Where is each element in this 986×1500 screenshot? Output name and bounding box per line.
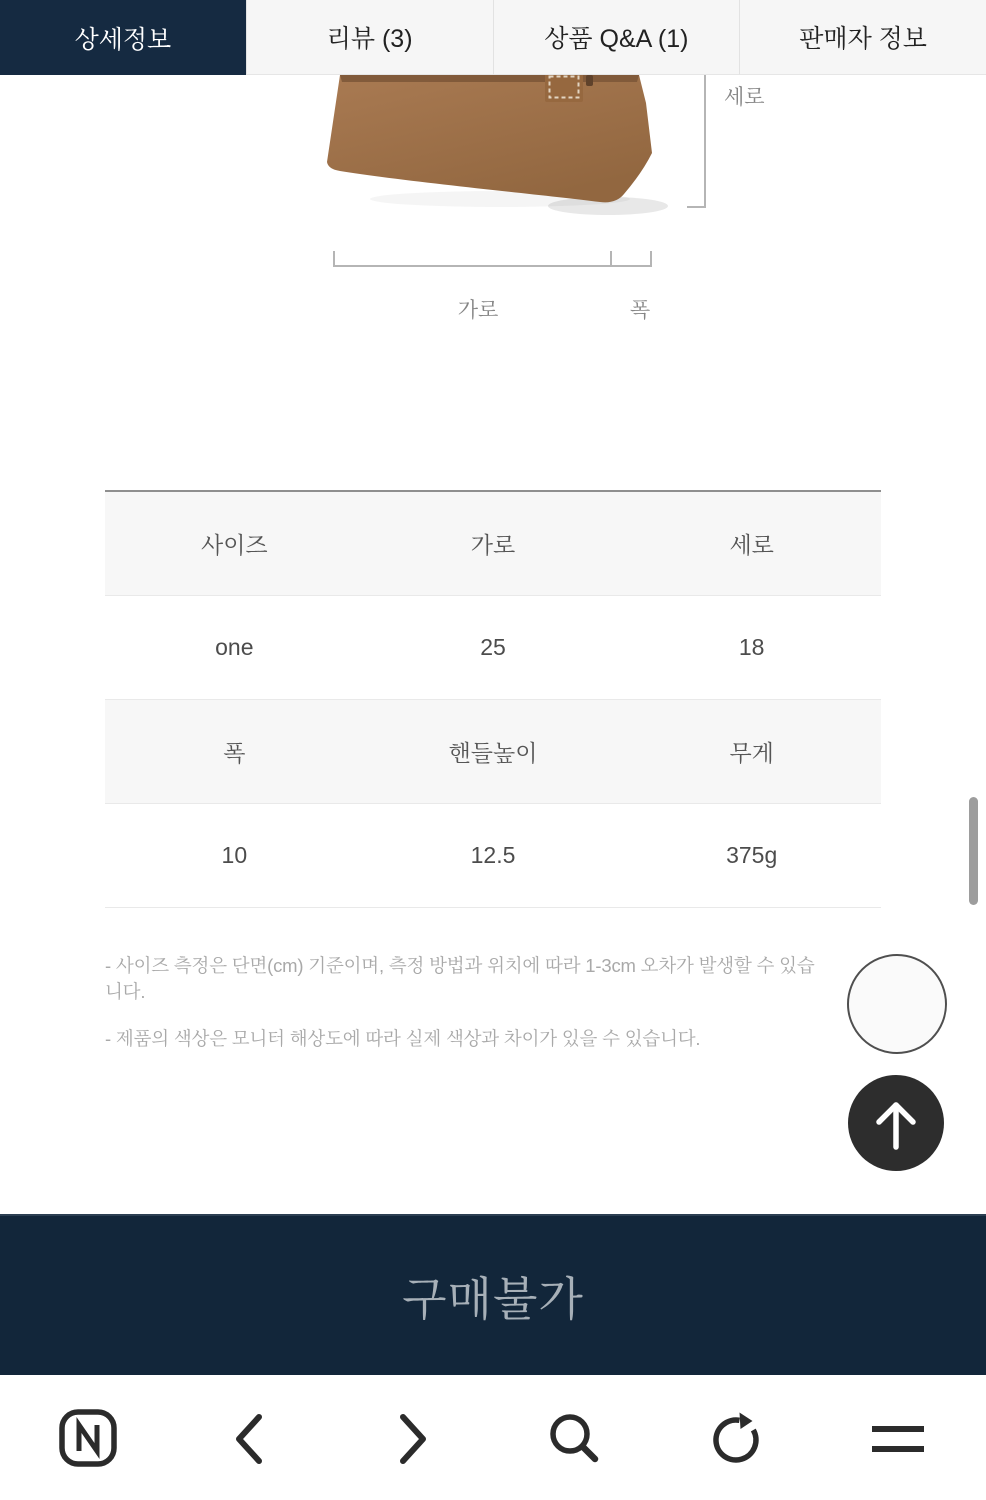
vertical-dim-label: 세로	[724, 86, 765, 109]
product-detail-tabs	[0, 0, 986, 75]
table-data-row	[105, 804, 881, 908]
table-data-cell: one	[215, 634, 254, 660]
table-data-cell: 10	[221, 842, 248, 868]
size-table	[105, 490, 881, 908]
bag-product-image	[300, 75, 720, 305]
horizontal-measure-line	[333, 265, 652, 267]
measure-tick-right	[650, 251, 652, 267]
refresh-button[interactable]	[700, 1402, 772, 1474]
table-data-cell: 25	[480, 634, 506, 660]
menu-button[interactable]	[862, 1402, 934, 1474]
tab-label: 상세정보	[74, 25, 172, 54]
purchase-bar-label: 구매불가	[402, 1272, 584, 1325]
size-notes	[105, 952, 825, 1051]
purchase-unavailable-button[interactable]	[0, 1214, 986, 1375]
chevron-left-icon	[214, 1402, 286, 1474]
search-button[interactable]	[538, 1402, 610, 1474]
forward-button[interactable]	[376, 1402, 448, 1474]
scroll-to-top-button[interactable]	[848, 1075, 944, 1171]
table-data-cell: 18	[738, 634, 765, 660]
table-data-row	[105, 596, 881, 700]
table-header-cell: 폭	[223, 740, 246, 766]
table-data-cell: 12.5	[470, 842, 516, 868]
table-header-cell: 사이즈	[201, 532, 268, 558]
table-header-cell: 가로	[470, 532, 516, 558]
back-button[interactable]	[214, 1402, 286, 1474]
tab-label: 상품 Q&A (1)	[544, 25, 689, 53]
table-header-row	[105, 492, 881, 596]
table-header-cell: 핸들높이	[448, 740, 538, 766]
chevron-right-icon	[376, 1402, 448, 1474]
product-size-figure	[0, 75, 986, 490]
scrollbar-thumb[interactable]	[969, 797, 978, 905]
browser-toolbar	[0, 1376, 986, 1500]
table-data-cell: 375g	[726, 842, 778, 868]
measure-tick-left	[333, 251, 335, 267]
naver-home-button[interactable]	[52, 1402, 124, 1474]
tab-seller-info[interactable]	[739, 0, 986, 75]
vertical-measure-tick	[687, 206, 706, 208]
tab-product-qna[interactable]	[493, 0, 740, 75]
menu-icon	[862, 1402, 934, 1474]
table-header-cell: 무게	[729, 740, 774, 766]
vertical-measure-line	[704, 75, 706, 208]
naver-icon	[52, 1402, 124, 1474]
floating-circle-button[interactable]	[847, 954, 947, 1054]
search-icon	[538, 1402, 610, 1474]
refresh-icon	[700, 1402, 772, 1474]
tab-reviews[interactable]	[246, 0, 493, 75]
color-difference-note: - 제품의 색상은 모니터 해상도에 따라 실제 색상과 차이가 있을 수 있습니다.	[105, 1028, 701, 1049]
measure-tick-mid	[610, 251, 612, 267]
width-dim-label: 폭	[629, 299, 651, 322]
table-header-row	[105, 700, 881, 804]
table-header-cell: 세로	[729, 532, 774, 558]
tab-label: 판매자 정보	[799, 25, 927, 53]
arrow-up-icon	[848, 1075, 944, 1171]
horizontal-dim-label: 가로	[457, 299, 499, 322]
size-measure-note: - 사이즈 측정은 단면(cm) 기준이며, 측정 방법과 위치에 따라 1-3cm 오차가 발생할 수 있습니다.	[105, 955, 815, 1002]
tab-detail-info[interactable]	[0, 0, 246, 75]
tab-label: 리뷰 (3)	[326, 25, 413, 53]
